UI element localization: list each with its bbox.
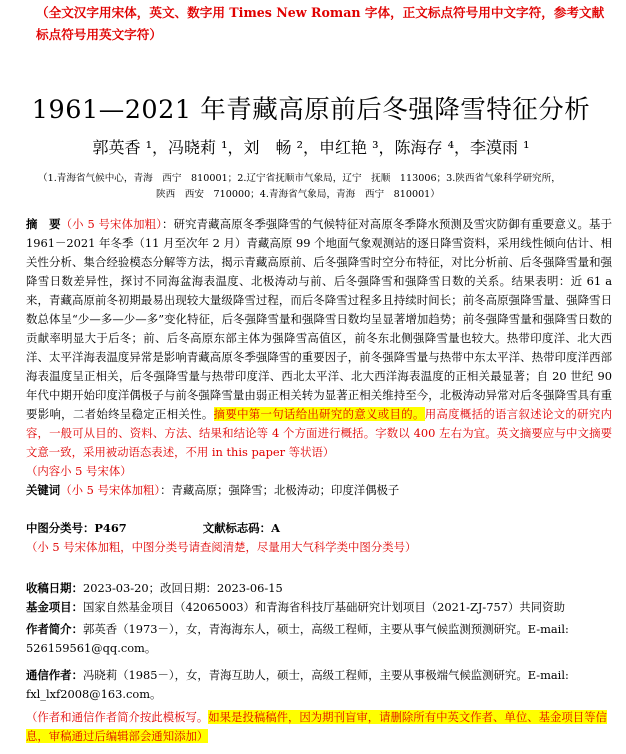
abstract-label: 摘 要: [26, 217, 61, 231]
author-bio-label: 作者简介：: [26, 622, 83, 636]
template-note: [26, 708, 612, 746]
doc-code-label: 文献标志码：: [202, 521, 272, 535]
affiliation-line-1: （1.青海省气候中心，青海 西宁 810001；2.辽宁省抚顺市气象局，辽宁 抚顺 113006；3.陕西省气象科学研究所，: [38, 173, 561, 184]
abstract-label-note: （小 5 号宋体加粗）: [60, 217, 163, 231]
received-label: 收稿日期：: [26, 581, 83, 595]
fund-line: [26, 598, 612, 617]
affiliation-line-2: 陕西 西安 710000；4.青海省气象局，青海 西宁 810001）: [156, 189, 440, 200]
clc-note: （小 5 号宋体加粗，中图分类号请查阅清楚，尽量用大气科学类中图分类号）: [26, 540, 417, 554]
corresponding-value: 冯晓莉（1985－），女，青海互助人，硕士，高级工程师，主要从事极端气候监测研究。E-mail: fxl_lxf2008@163.com。: [26, 668, 569, 701]
paper-title: 1961—2021 年青藏高原前后冬强降雪特征分析: [31, 95, 591, 125]
revised-label: 改回日期：: [160, 581, 218, 595]
doc-code-value: A: [271, 521, 280, 535]
abstract-body: ：研究青藏高原冬季强降雪的气候特征对高原冬季降水预测及雪灾防御有重要意义。基于 1961－2021 年冬季（11 月至次年 2 月）青藏高原 99 个地面气象观测站的逐日降雪资料，采用线性倾向估计、相关性分析、集合经验模态分解等方法，揭示青藏高原前、后冬强降雪时空分布特征，对比分析前、后冬强降雪量和强降雪日数差异性，探讨不同海盆海表温度、北极涛动与前、后冬强降雪和强降雪日数的关系。结果表明：近 61 a 来，青藏高原前冬初期最易出现较大量级降雪过程，而后冬降雪过程多且持续时间长；前冬高原强降雪量、强降雪日数总体呈“少—多—少—多”变化特征，后冬强降雪量和强降雪日数均呈显著增加趋势；前冬强降雪量和强降雪日数的贡献率明显大于后冬；前、后冬高原东部主体为强降雪高值区，前冬东北侧强降雪量也较大。热带印度洋、北大西洋、太平洋海表温度异常是影响青藏高原冬季强降雪的重要因子，前冬强降雪量与热带中东太平洋、热带印度洋西部海表温度呈正相关，后冬强降雪量与热带印度洋、西北太平洋、北大西洋海表温度的正相关最显著；自 20 世纪 90 年代中期开始印度洋偶极子与前冬强降雪量由弱正相关转为显著正相关维持至今，北极涛动异常对后冬强降雪具有重要影响，二者始终呈稳定正相关性。: [26, 217, 612, 421]
abstract-content-note: （内容小 5 号宋体）: [26, 464, 132, 478]
author-bio: [26, 620, 612, 658]
abstract-paragraph: [26, 215, 612, 481]
dates-line: [26, 579, 612, 598]
format-instruction-note: （全文汉字用宋体，英文、数字用 Times New Roman 字体，正文标点符号用中文字符，参考文献标点符号用英文字符）: [36, 5, 605, 42]
revised-date: 2023-06-15: [217, 581, 283, 595]
clc-value: P467: [94, 521, 127, 535]
received-date: 2023-03-20；: [82, 581, 161, 595]
keywords-body: ：青藏高原；强降雪；北极涛动；印度洋偶极子: [160, 483, 400, 497]
document-page: [0, 2, 626, 754]
keywords-label: 关键词: [26, 483, 61, 497]
template-note-highlight: 如果是投稿稿件，因为期刊盲审，请删除所有中英文作者、单位、基金项目等信息，审稿通过后编辑部会通知添加）: [26, 710, 607, 743]
corresponding-label: 通信作者：: [26, 668, 83, 682]
abstract-highlight-note: 摘要中第一句话给出研究的意义或目的。: [213, 407, 425, 421]
template-note-red: （作者和通信作者简介按此模板写。: [26, 710, 209, 724]
keywords-label-note: （小 5 号宋体加粗）: [60, 483, 161, 497]
corresponding-author: [26, 666, 612, 704]
author-bio-value: 郭英香（1973－），女，青海海东人，硕士，高级工程师，主要从事气候监测预测研究。E-mail: 526159561@qq.com。: [26, 622, 569, 655]
author-list: 郭英香 ¹，冯晓莉 ¹，刘 畅 ²，申红艳 ³，陈海存 ⁴，李漠雨 ¹: [92, 138, 530, 157]
clc-label: 中图分类号：: [26, 521, 95, 535]
affiliations: [26, 171, 612, 203]
fund-value: 国家自然基金项目（42065003）和青海省科技厅基础研究计划项目（2021-ZJ-757）共同资助: [82, 600, 565, 614]
classification-line: [26, 519, 612, 538]
fund-label: 基金项目：: [26, 600, 83, 614]
abstract-instruction-note: 用高度概括的语言叙述论文的研究内容，一般可从目的、资料、方法、结果和结论等 4 个方面进行概括。字数以 400 左右为宜。英文摘要应与中文摘要文意一致，采用被动语态表述，不用 in this paper 等状语）: [26, 407, 612, 459]
keywords-line: [26, 481, 612, 500]
